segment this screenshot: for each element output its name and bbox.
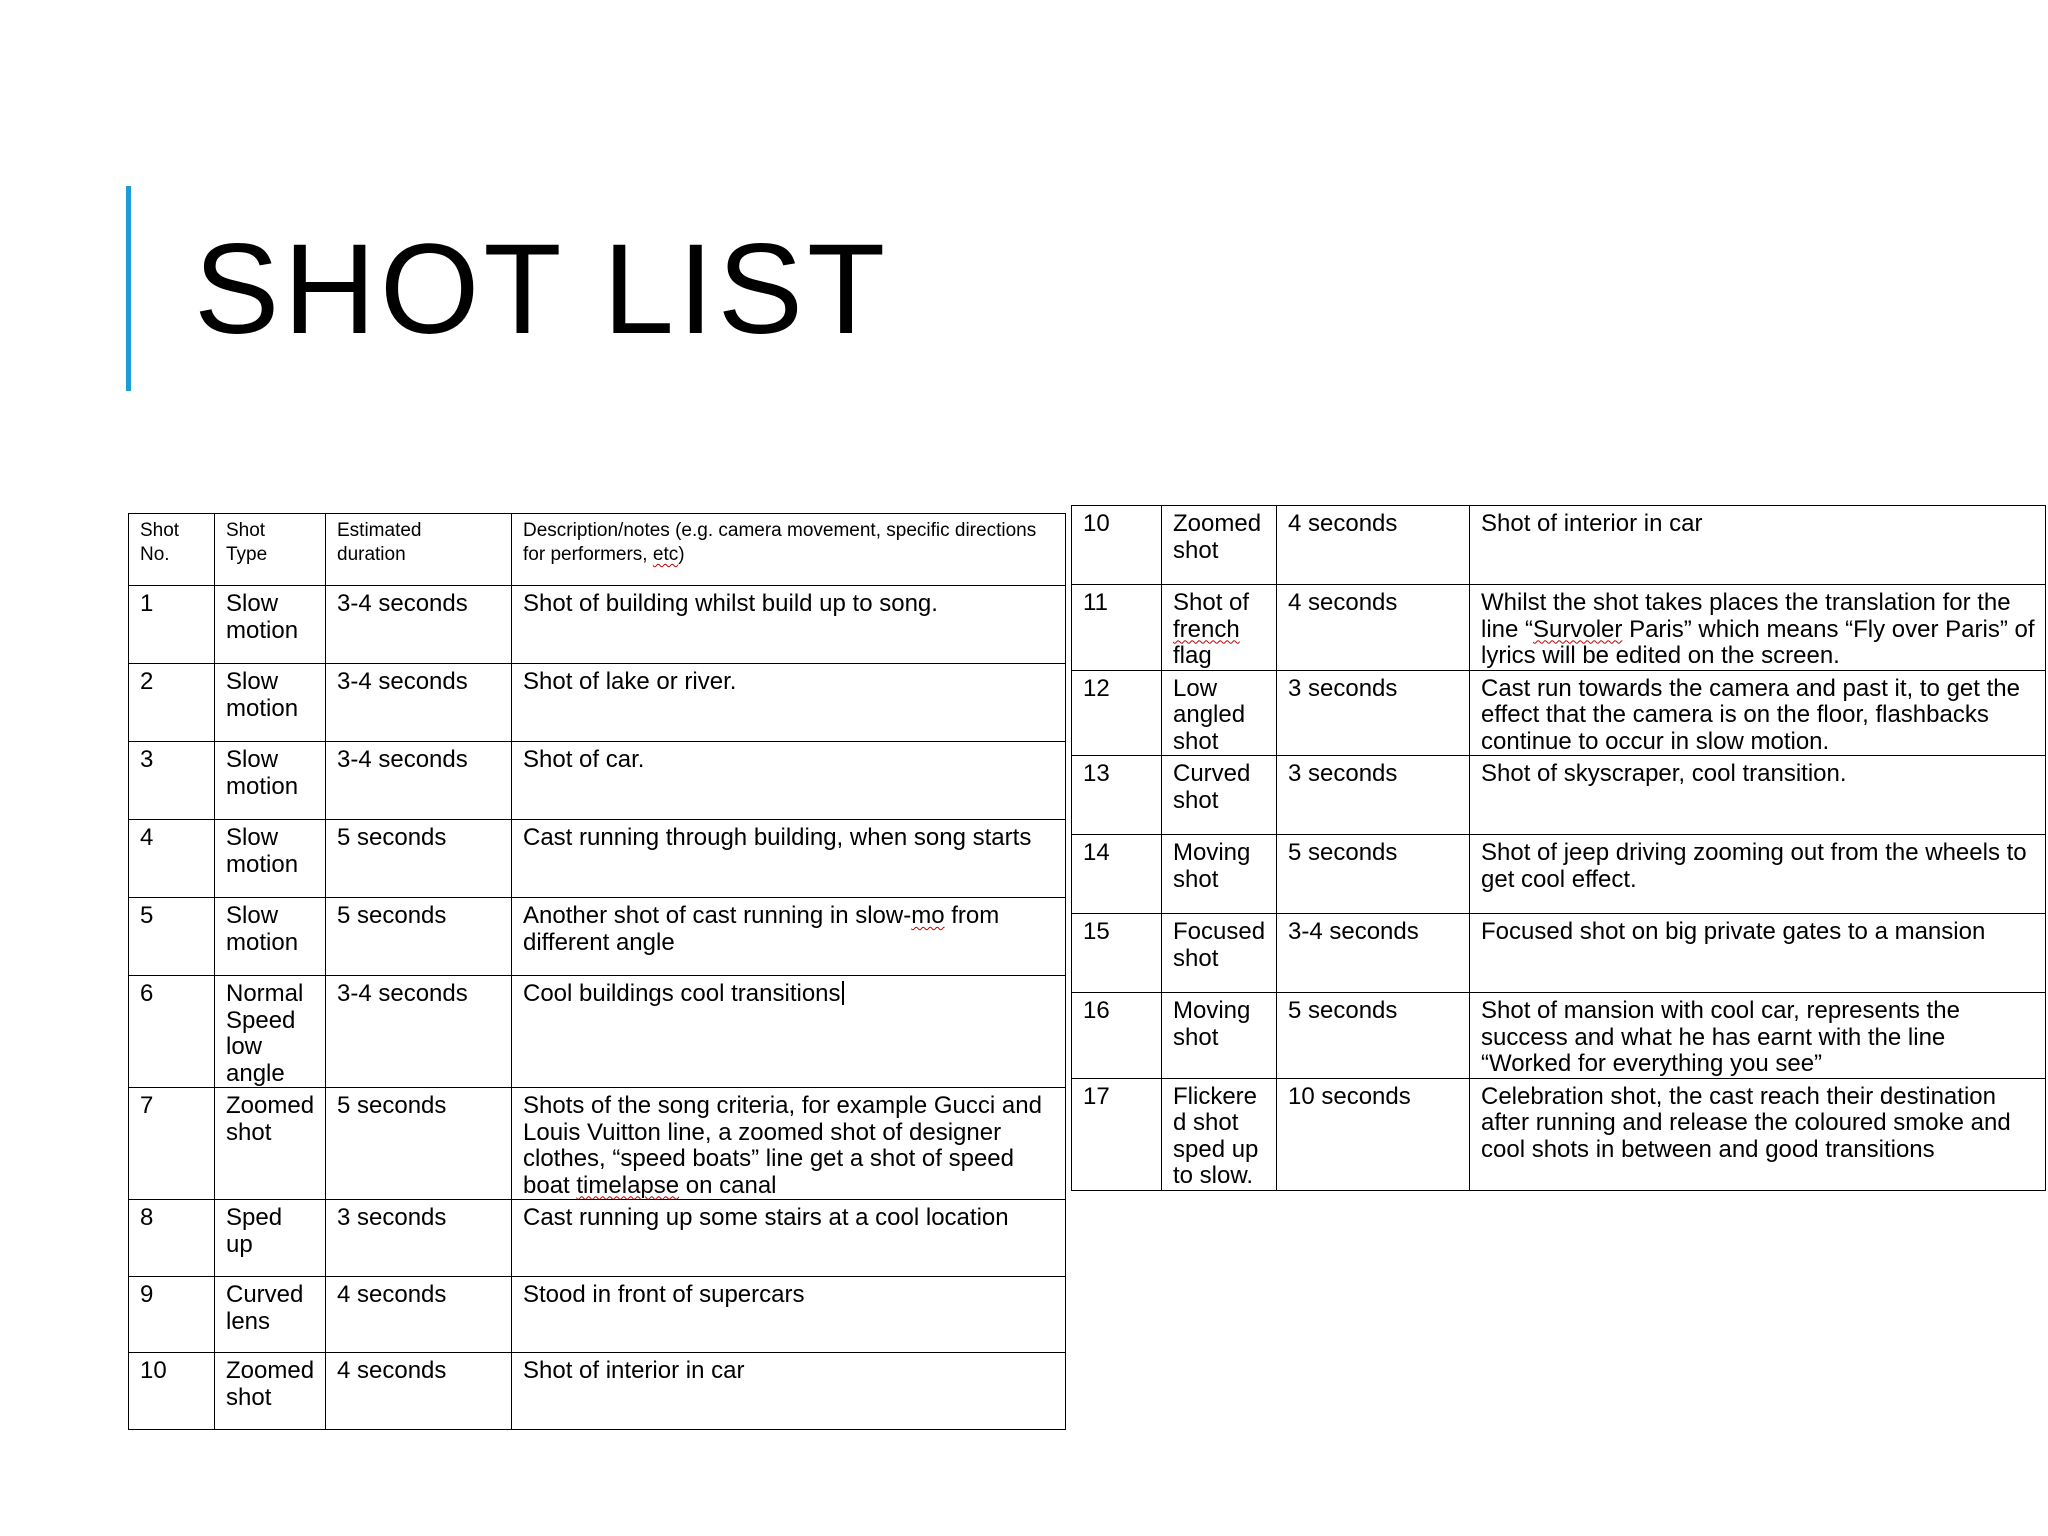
shot-duration: 5 seconds	[326, 1088, 512, 1200]
shot-description: Celebration shot, the cast reach their destination after running and release the coloured smoke and cool shots in between and good transitions	[1470, 1078, 2046, 1190]
table-row	[129, 742, 1066, 820]
shot-number: 15	[1072, 914, 1162, 993]
spellcheck-underline: timelapse	[576, 1171, 680, 1199]
table-header-row	[129, 514, 1066, 586]
shot-description: Shot of skyscraper, cool transition.	[1470, 756, 2046, 835]
shot-list-table-right	[1071, 505, 2046, 1191]
shot-type: Slow motion	[215, 898, 326, 976]
text-cursor	[842, 981, 844, 1005]
header-shot-type: Shot Type	[215, 514, 326, 586]
shot-number: 10	[1072, 506, 1162, 585]
table-row	[1072, 914, 2046, 993]
table-row	[1072, 756, 2046, 835]
shot-type: Sped up	[215, 1200, 326, 1277]
shot-type: Slow motion	[215, 664, 326, 742]
shot-number: 2	[129, 664, 215, 742]
shot-type: Curved shot	[1162, 756, 1277, 835]
shot-duration: 3-4 seconds	[326, 742, 512, 820]
shot-list-table-left	[128, 513, 1066, 1430]
shot-type: Normal Speed low angle	[215, 976, 326, 1088]
shot-duration: 3-4 seconds	[326, 976, 512, 1088]
shot-description: Shot of mansion with cool car, represents the success and what he has earnt with the line “Worked for everything you see”	[1470, 993, 2046, 1079]
shot-duration: 3 seconds	[1277, 756, 1470, 835]
shot-type: Slow motion	[215, 586, 326, 664]
table-row	[1072, 993, 2046, 1079]
table-row	[1072, 506, 2046, 585]
shot-description: Another shot of cast running in slow-mo from different angle	[512, 898, 1066, 976]
shot-type: Flickered shot sped up to slow.	[1162, 1078, 1277, 1190]
shot-duration: 4 seconds	[326, 1277, 512, 1353]
shot-number: 1	[129, 586, 215, 664]
shot-duration: 4 seconds	[1277, 506, 1470, 585]
shot-number: 5	[129, 898, 215, 976]
shot-type: Slow motion	[215, 742, 326, 820]
shot-number: 13	[1072, 756, 1162, 835]
shot-type: Low angled shot	[1162, 670, 1277, 756]
shot-type: Moving shot	[1162, 993, 1277, 1079]
table-row	[129, 1277, 1066, 1353]
shot-description: Focused shot on big private gates to a mansion	[1470, 914, 2046, 993]
table-row	[1072, 835, 2046, 914]
table-row	[129, 820, 1066, 898]
shot-description: Shot of interior in car	[512, 1353, 1066, 1430]
shot-type: Moving shot	[1162, 835, 1277, 914]
shot-number: 6	[129, 976, 215, 1088]
shot-duration: 3 seconds	[326, 1200, 512, 1277]
shot-number: 3	[129, 742, 215, 820]
header-shot-no: Shot No.	[129, 514, 215, 586]
table-row	[1072, 670, 2046, 756]
shot-number: 9	[129, 1277, 215, 1353]
shot-number: 7	[129, 1088, 215, 1200]
spellcheck-underline: mo	[911, 902, 945, 929]
shot-description: Shot of interior in car	[1470, 506, 2046, 585]
title-accent-bar	[126, 186, 131, 391]
shot-duration: 3-4 seconds	[1277, 914, 1470, 993]
shot-duration: 5 seconds	[326, 820, 512, 898]
slide-title: SHOT LIST	[194, 218, 890, 361]
table-row	[129, 1353, 1066, 1430]
table-row	[129, 586, 1066, 664]
header-estimated-duration: Estimated duration	[326, 514, 512, 586]
shot-description[interactable]: Cool buildings cool transitions	[512, 976, 1066, 1088]
shot-description: Cast running through building, when song starts	[512, 820, 1066, 898]
shot-description: Cast run towards the camera and past it, to get the effect that the camera is on the floor, flashbacks continue to occur in slow motion.	[1470, 670, 2046, 756]
shot-number: 11	[1072, 585, 1162, 671]
shot-number: 8	[129, 1200, 215, 1277]
shot-duration: 4 seconds	[1277, 585, 1470, 671]
header-description: Description/notes (e.g. camera movement, specific directions for performers, etc)	[512, 514, 1066, 586]
shot-description: Cast running up some stairs at a cool location	[512, 1200, 1066, 1277]
shot-description: Shot of jeep driving zooming out from the wheels to get cool effect.	[1470, 835, 2046, 914]
spellcheck-underline: Survoler	[1533, 615, 1623, 643]
shot-duration: 10 seconds	[1277, 1078, 1470, 1190]
shot-duration: 3-4 seconds	[326, 664, 512, 742]
shot-type: Zoomed shot	[215, 1353, 326, 1430]
shot-description: Stood in front of supercars	[512, 1277, 1066, 1353]
shot-type: Slow motion	[215, 820, 326, 898]
shot-type: Zoomed shot	[1162, 506, 1277, 585]
shot-number: 10	[129, 1353, 215, 1430]
shot-description: Shot of lake or river.	[512, 664, 1066, 742]
shot-number: 16	[1072, 993, 1162, 1079]
table-row	[129, 898, 1066, 976]
shot-description: Whilst the shot takes places the translation for the line “Survoler Paris” which means “Fly over Paris” of lyrics will be edited on the screen.	[1470, 585, 2046, 671]
table-row	[129, 1200, 1066, 1277]
shot-type: Shot of french flag	[1162, 585, 1277, 671]
shot-description: Shots of the song criteria, for example Gucci and Louis Vuitton line, a zoomed shot of designer clothes, “speed boats” line get a shot of speed boat timelapse on canal	[512, 1088, 1066, 1200]
table-row	[129, 664, 1066, 742]
shot-duration: 3 seconds	[1277, 670, 1470, 756]
shot-description: Shot of car.	[512, 742, 1066, 820]
shot-duration: 3-4 seconds	[326, 586, 512, 664]
table-row	[1072, 1078, 2046, 1190]
shot-type: Curved lens	[215, 1277, 326, 1353]
table-row	[1072, 585, 2046, 671]
table-row	[129, 1088, 1066, 1200]
shot-number: 17	[1072, 1078, 1162, 1190]
table-row	[129, 976, 1066, 1088]
shot-description: Shot of building whilst build up to song.	[512, 586, 1066, 664]
shot-type: Zoomed shot	[215, 1088, 326, 1200]
shot-number: 12	[1072, 670, 1162, 756]
shot-duration: 4 seconds	[326, 1353, 512, 1430]
shot-type: Focused shot	[1162, 914, 1277, 993]
shot-duration: 5 seconds	[326, 898, 512, 976]
spellcheck-underline: french	[1173, 615, 1240, 643]
shot-number: 4	[129, 820, 215, 898]
shot-duration: 5 seconds	[1277, 835, 1470, 914]
shot-duration: 5 seconds	[1277, 993, 1470, 1079]
shot-number: 14	[1072, 835, 1162, 914]
spellcheck-underline: etc	[652, 544, 679, 565]
